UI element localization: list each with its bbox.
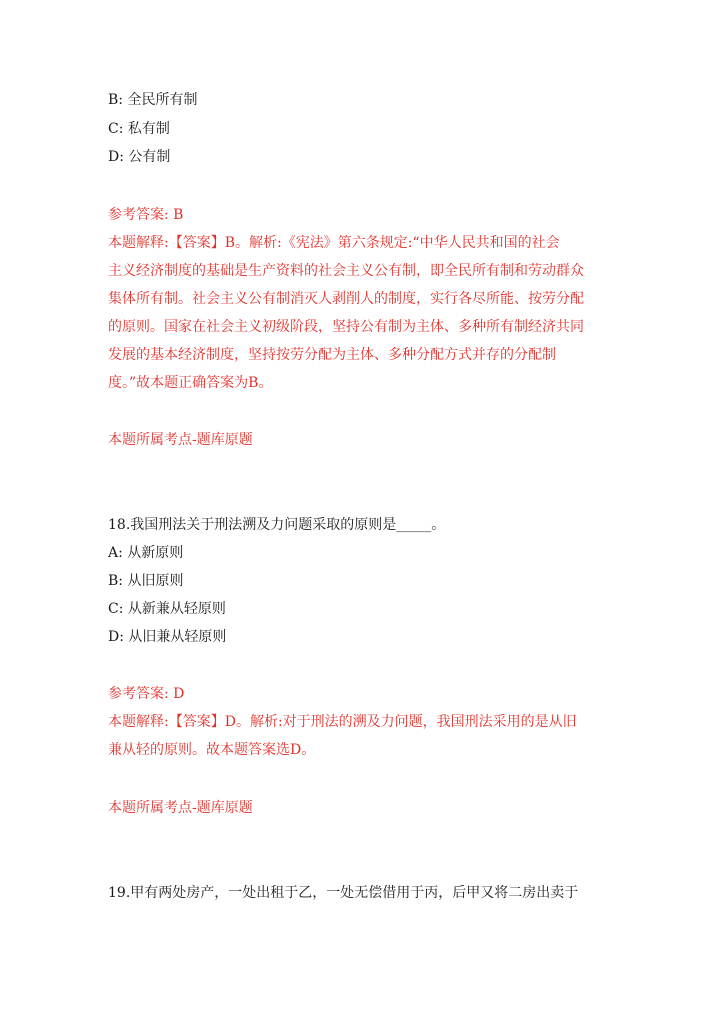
q17-option-c: C: 私有制 (108, 121, 170, 137)
q17-explanation-line: 主义经济制度的基础是生产资料的社会主义公有制，即全民所有制和劳动群众 (108, 263, 584, 279)
q18-option-b: B: 从旧原则 (108, 573, 184, 589)
q18-source: 本题所属考点-题库原题 (108, 800, 253, 816)
q18-option-a: A: 从新原则 (108, 545, 184, 561)
q17-explanation-line: 发展的基本经济制度，坚持按劳分配为主体、多种分配方式并存的分配制 (108, 347, 556, 363)
q17-explanation-line: 集体所有制。社会主义公有制消灭人剥削人的制度，实行各尽所能、按劳分配 (108, 291, 584, 307)
q18-answer: 参考答案: D (108, 686, 185, 702)
q17-answer: 参考答案: B (108, 207, 184, 223)
q18-option-c: C: 从新兼从轻原则 (108, 601, 226, 617)
q19-question: 19.甲有两处房产，一处出租于乙，一处无偿借用于丙，后甲又将二房出卖于 (108, 885, 579, 901)
q17-explanation-line: 的原则。国家在社会主义初级阶段，坚持公有制为主体、多种所有制经济共同 (108, 319, 584, 335)
q17-source: 本题所属考点-题库原题 (108, 432, 253, 448)
q17-explanation-line: 本题解释:【答案】B。解析:《宪法》第六条规定:“中华人民共和国的社会 (108, 235, 560, 251)
q18-option-d: D: 从旧兼从轻原则 (108, 629, 227, 645)
q18-question: 18.我国刑法关于刑法溯及力问题采取的原则是_____。 (108, 517, 446, 533)
q18-explanation-line: 兼从轻的原则。故本题答案选D。 (108, 742, 316, 758)
q17-option-d: D: 公有制 (108, 149, 171, 165)
q18-explanation-line: 本题解释:【答案】D。解析:对于刑法的溯及力问题，我国刑法采用的是从旧 (108, 714, 577, 730)
q17-explanation-line: 度。”故本题正确答案为B。 (108, 375, 273, 391)
q17-option-b: B: 全民所有制 (108, 92, 198, 108)
